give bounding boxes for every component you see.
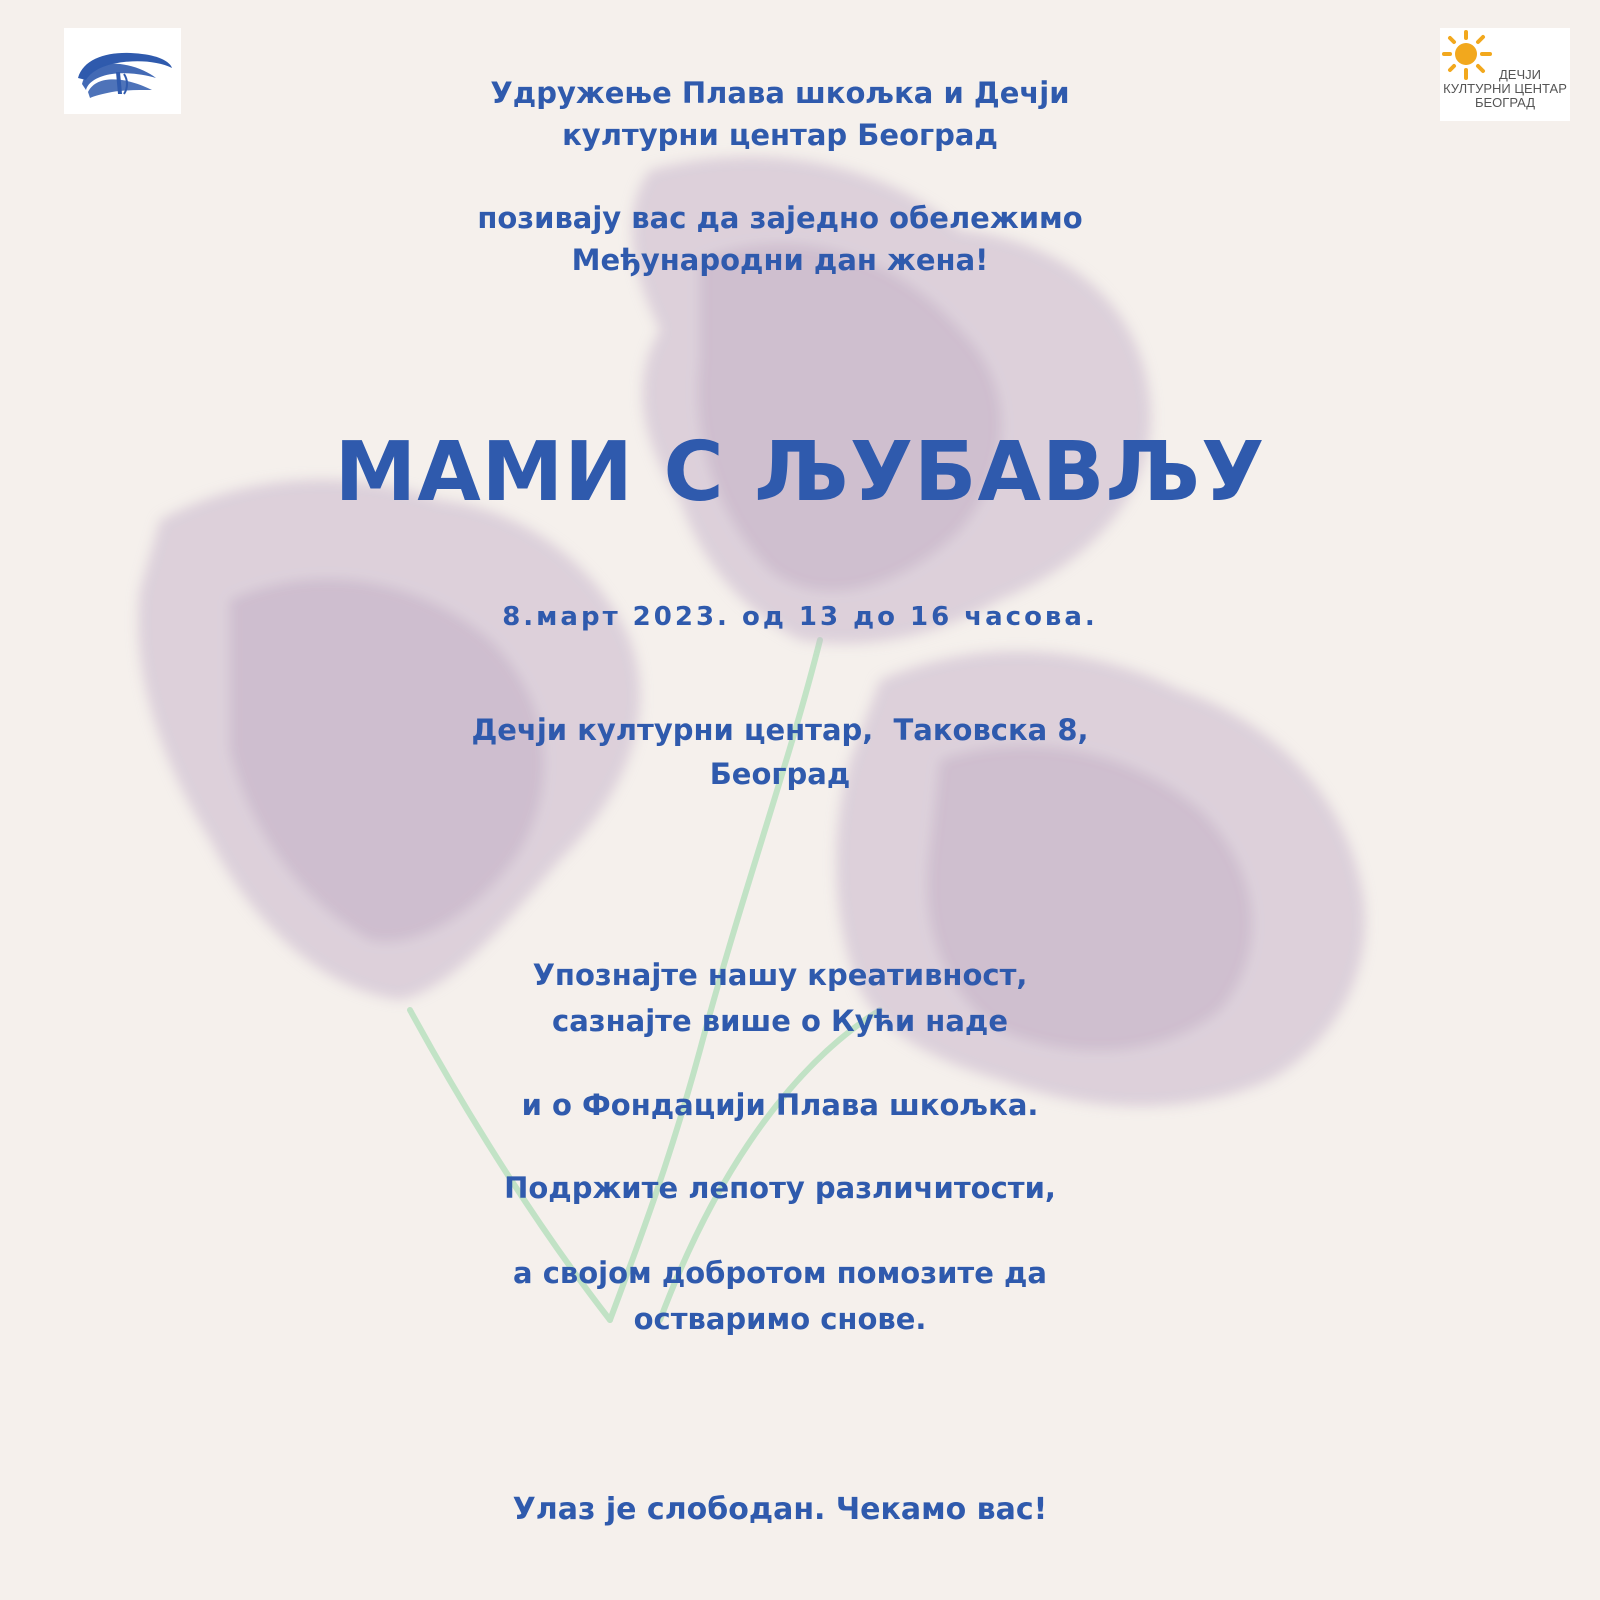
paragraph-creativity	[400, 952, 1160, 1044]
organizers-line2: културни центар Београд	[562, 118, 998, 152]
blue-shell-logo-icon	[64, 28, 181, 114]
logo-right-line3: БЕОГРАД	[1474, 95, 1536, 110]
paragraph-dreams-line2: остваримо снове.	[633, 1302, 927, 1336]
paragraph-diversity: Подржите лепоту различитости,	[504, 1171, 1056, 1205]
paragraph-foundation: и о Фондацији Плава шкољка.	[521, 1088, 1039, 1122]
invitation-line2: Међународни дан жена!	[571, 243, 989, 277]
logo-right-line1: ДЕЧЈИ	[1499, 67, 1541, 82]
location-line2: Београд	[709, 757, 851, 791]
paragraph-creativity-line2: сазнајте више о Кући наде	[552, 1004, 1008, 1038]
invitation-line1: позивају вас да заједно обележимо	[477, 201, 1083, 235]
paragraph-dreams-line1: а својом добротом помозите да	[513, 1256, 1047, 1290]
location-line1: Дечји културни центар, Таковска 8,	[471, 713, 1089, 747]
plava-skoljka-logo	[64, 28, 181, 114]
organizers-line1: Удружење Плава шкољка и Дечји	[490, 76, 1070, 110]
event-title: МАМИ С ЉУБАВЉУ	[334, 425, 1266, 520]
footer-free-entry: Улаз је слободан. Чекамо вас!	[512, 1492, 1048, 1527]
paragraph-creativity-line1: Упознајте нашу креативност,	[532, 958, 1028, 992]
organizers-heading	[400, 72, 1160, 156]
event-location	[400, 708, 1160, 796]
paragraph-dreams	[400, 1250, 1160, 1342]
invitation-text	[400, 197, 1160, 281]
logo-right-caption	[1440, 68, 1570, 110]
event-date-time: 8.март 2023. од 13 до 16 часова.	[502, 602, 1098, 632]
decji-kulturni-centar-logo	[1440, 28, 1570, 121]
logo-right-line2: КУЛТУРНИ ЦЕНТАР	[1443, 81, 1567, 96]
